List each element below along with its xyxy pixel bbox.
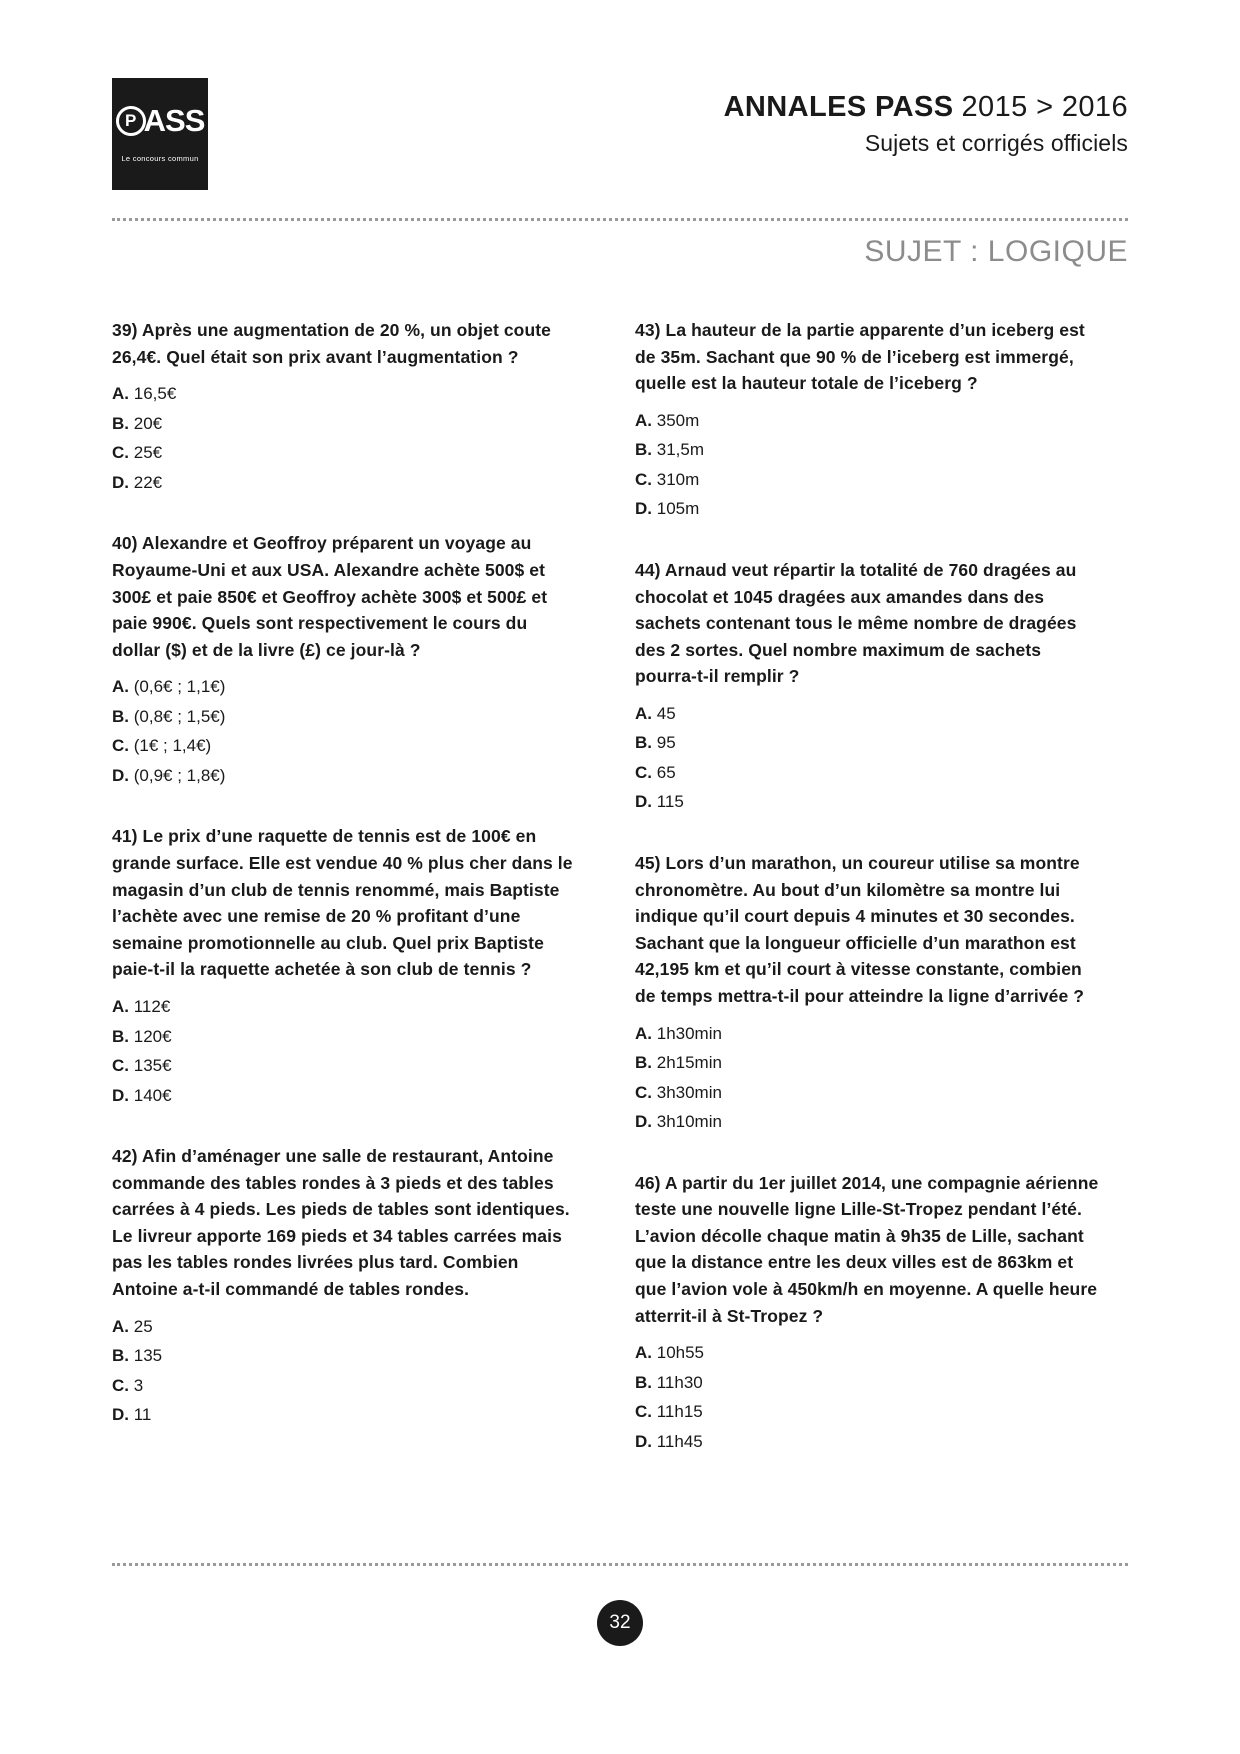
choice-a[interactable]	[112, 1313, 577, 1341]
question-text: 40) Alexandre et Geoffroy préparent un voyage au Royaume-Uni et aux USA. Alexandre achète 500$ et 300£ et paie 850€ et Geoffroy achète 300$ et 500£ et paie 990€. Quels sont respectivement le cours du dollar ($) et de la livre (£) ce jour-là ?	[112, 533, 548, 660]
choice-letter: C.	[112, 443, 129, 463]
choice-value: 1h30min	[656, 1023, 722, 1043]
choice-c[interactable]	[635, 466, 1100, 494]
choice-letter: A.	[635, 410, 652, 430]
header-title-years: 2015 > 2016	[961, 91, 1128, 123]
choice-c[interactable]	[635, 1398, 1100, 1426]
choice-value: 310m	[656, 469, 700, 489]
choice-value: 16,5€	[133, 384, 177, 404]
choice-letter: D.	[635, 792, 652, 812]
choice-letter: B.	[635, 1053, 652, 1073]
choice-letter: A.	[635, 1343, 652, 1363]
choice-list	[635, 1020, 1100, 1136]
choice-value: 120€	[133, 1026, 172, 1046]
choice-c[interactable]	[112, 732, 577, 760]
choice-b[interactable]	[635, 729, 1100, 757]
choice-letter: A.	[635, 1023, 652, 1043]
choice-letter: B.	[635, 733, 652, 753]
choice-letter: B.	[112, 1026, 129, 1046]
choice-list	[112, 1313, 577, 1429]
logo-tagline: Le concours commun	[121, 154, 199, 163]
logo-word-ass: ASS	[143, 103, 205, 138]
choice-d[interactable]	[112, 1082, 577, 1110]
choice-value: 65	[656, 762, 676, 782]
choice-letter: B.	[112, 413, 129, 433]
choice-value: 140€	[133, 1085, 172, 1105]
logo-wordmark	[116, 105, 205, 136]
choice-letter: D.	[635, 1112, 652, 1132]
choice-value: (0,8€ ; 1,5€)	[133, 706, 226, 726]
choice-letter: C.	[635, 1402, 652, 1422]
choice-value: 45	[656, 703, 676, 723]
choice-list	[635, 407, 1100, 523]
header-divider	[112, 218, 1128, 221]
choice-b[interactable]	[112, 1342, 577, 1370]
choice-c[interactable]	[112, 439, 577, 467]
question-text: 44) Arnaud veut répartir la totalité de 760 dragées au chocolat et 1045 dragées aux amandes dans des sachets contenant tous le même nombre de dragées des 2 sortes. Quel nombre maximum de sachets pourra-t-il remplir ?	[635, 559, 1077, 687]
question-45	[635, 850, 1100, 1136]
choice-letter: A.	[112, 1316, 129, 1336]
choice-value: 105m	[656, 499, 700, 519]
header-titles	[724, 78, 1128, 157]
choice-letter: A.	[112, 384, 129, 404]
choice-value: 112€	[133, 996, 171, 1016]
header-title	[724, 92, 1128, 124]
question-42	[112, 1143, 577, 1429]
choice-value: 11h15	[656, 1402, 703, 1422]
choice-letter: C.	[635, 469, 652, 489]
choice-a[interactable]	[112, 993, 577, 1021]
choice-letter: C.	[112, 1056, 129, 1076]
choice-letter: D.	[112, 765, 129, 785]
choice-c[interactable]	[112, 1372, 577, 1400]
choice-letter: B.	[112, 1346, 129, 1366]
choice-letter: A.	[635, 703, 652, 723]
question-text: 41) Le prix d’une raquette de tennis est de 100€ en grande surface. Elle est vendue 40 % plus cher dans le magasin d’un club de tennis renommé, mais Baptiste l’achète avec une remise de 20 % profitant d’une semaine promotionnelle au club. Quel prix Baptiste paie-t-il la raquette achetée à son club de tennis ?	[112, 826, 573, 980]
choice-letter: C.	[112, 1375, 129, 1395]
choice-letter: C.	[635, 762, 652, 782]
choice-list	[112, 993, 577, 1109]
choice-b[interactable]	[112, 1023, 577, 1051]
choice-value: 11h30	[656, 1372, 703, 1392]
choice-value: 22€	[133, 472, 163, 492]
choice-value: 135	[133, 1346, 163, 1366]
choice-letter: B.	[635, 1372, 652, 1392]
choice-value: 2h15min	[656, 1053, 722, 1073]
page-number-badge: 32	[597, 1600, 643, 1646]
choice-value: 115	[656, 792, 684, 812]
question-44	[635, 557, 1100, 816]
question-text: 39) Après une augmentation de 20 %, un objet coute 26,4€. Quel était son prix avant l’augmentation ?	[112, 320, 552, 367]
question-43	[635, 317, 1100, 523]
question-text: 42) Afin d’aménager une salle de restaurant, Antoine commande des tables rondes à 3 pieds et des tables carrées à 4 pieds. Les pieds de tables sont identiques. Le livreur apporte 169 pieds et 34 tables carrées mais pas les tables rondes livrées plus tard. Combien Antoine a-t-il commandé de tables rondes.	[112, 1146, 570, 1300]
choice-a[interactable]	[635, 407, 1100, 435]
choice-value: 31,5m	[656, 440, 704, 460]
choice-value: 25€	[133, 443, 163, 463]
choice-a[interactable]	[635, 700, 1100, 728]
choice-letter: D.	[112, 1405, 129, 1425]
choice-letter: C.	[635, 1082, 652, 1102]
choice-letter: D.	[635, 1431, 652, 1451]
choice-letter: B.	[112, 706, 129, 726]
question-text: 43) La hauteur de la partie apparente d’un iceberg est de 35m. Sachant que 90 % de l’iceberg est immergé, quelle est la hauteur totale de l’iceberg ?	[635, 320, 1085, 394]
choice-a[interactable]	[635, 1339, 1100, 1367]
choice-letter: D.	[635, 499, 652, 519]
choice-letter: A.	[112, 996, 129, 1016]
choice-letter: D.	[112, 472, 129, 492]
page-header	[0, 0, 1240, 190]
choice-letter: D.	[112, 1085, 129, 1105]
choice-list	[635, 700, 1100, 816]
choice-a[interactable]	[112, 673, 577, 701]
choice-b[interactable]	[112, 410, 577, 438]
choice-c[interactable]	[635, 1079, 1100, 1107]
question-text: 46) A partir du 1er juillet 2014, une compagnie aérienne teste une nouvelle ligne Lille-St-Tropez pendant l’été. L’avion décolle chaque matin à 9h35 de Lille, sachant que la distance entre les deux villes est de 863km et que l’avion vole à 450km/h en moyenne. A quelle heure atterrit-il à St-Tropez ?	[635, 1172, 1099, 1326]
choice-d[interactable]	[635, 788, 1100, 816]
footer-divider	[112, 1563, 1128, 1566]
choice-value: 3h30min	[656, 1082, 722, 1102]
choice-value: 25	[133, 1316, 153, 1336]
question-41	[112, 823, 577, 1109]
question-text: 45) Lors d’un marathon, un coureur utilise sa montre chronomètre. Au bout d’un kilomètre sa montre lui indique qu’il court depuis 4 minutes et 30 secondes. Sachant que la longueur officielle d’un marathon est 42,195 km et qu’il court à vitesse constante, combien de temps mettra-t-il pour atteindre la ligne d’arrivée ?	[635, 853, 1085, 1006]
choice-d[interactable]	[112, 469, 577, 497]
choice-b[interactable]	[635, 1049, 1100, 1077]
choice-letter: B.	[635, 440, 652, 460]
choice-value: 11	[133, 1405, 152, 1425]
choice-d[interactable]	[635, 1428, 1100, 1456]
choice-c[interactable]	[635, 759, 1100, 787]
pass-logo	[112, 78, 208, 190]
choice-value: 135€	[133, 1056, 172, 1076]
choice-value: 3h10min	[656, 1112, 722, 1132]
choice-list	[635, 1339, 1100, 1455]
choice-letter: C.	[112, 736, 129, 756]
choice-b[interactable]	[112, 703, 577, 731]
choice-value: (0,9€ ; 1,8€)	[133, 765, 226, 785]
choice-c[interactable]	[112, 1052, 577, 1080]
question-40	[112, 530, 577, 789]
choice-d[interactable]	[112, 1401, 577, 1429]
choice-a[interactable]	[112, 380, 577, 408]
choice-value: 20€	[133, 413, 163, 433]
logo-circle-p: P	[116, 106, 146, 136]
choice-value: (0,6€ ; 1,1€)	[133, 677, 226, 697]
question-46	[635, 1170, 1100, 1456]
page-footer	[0, 1563, 1240, 1646]
choice-list	[112, 673, 577, 789]
column-left	[112, 317, 577, 1457]
column-right	[635, 317, 1100, 1457]
choice-b[interactable]	[635, 436, 1100, 464]
choice-value: (1€ ; 1,4€)	[133, 736, 212, 756]
choice-d[interactable]	[112, 762, 577, 790]
choice-list	[112, 380, 577, 496]
question-39	[112, 317, 577, 496]
choice-letter: A.	[112, 677, 129, 697]
choice-b[interactable]	[635, 1369, 1100, 1397]
choice-a[interactable]	[635, 1020, 1100, 1048]
choice-value: 95	[656, 733, 676, 753]
header-title-main: ANNALES PASS	[723, 91, 954, 123]
header-subtitle: Sujets et corrigés officiels	[864, 129, 1128, 156]
choice-value: 350m	[656, 410, 700, 430]
choice-d[interactable]	[635, 1108, 1100, 1136]
choice-d[interactable]	[635, 495, 1100, 523]
choice-value: 10h55	[656, 1343, 705, 1363]
section-title: SUJET : LOGIQUE	[864, 235, 1128, 268]
choice-value: 3	[133, 1375, 144, 1395]
questions-area	[0, 269, 1240, 1457]
choice-value: 11h45	[656, 1431, 703, 1451]
